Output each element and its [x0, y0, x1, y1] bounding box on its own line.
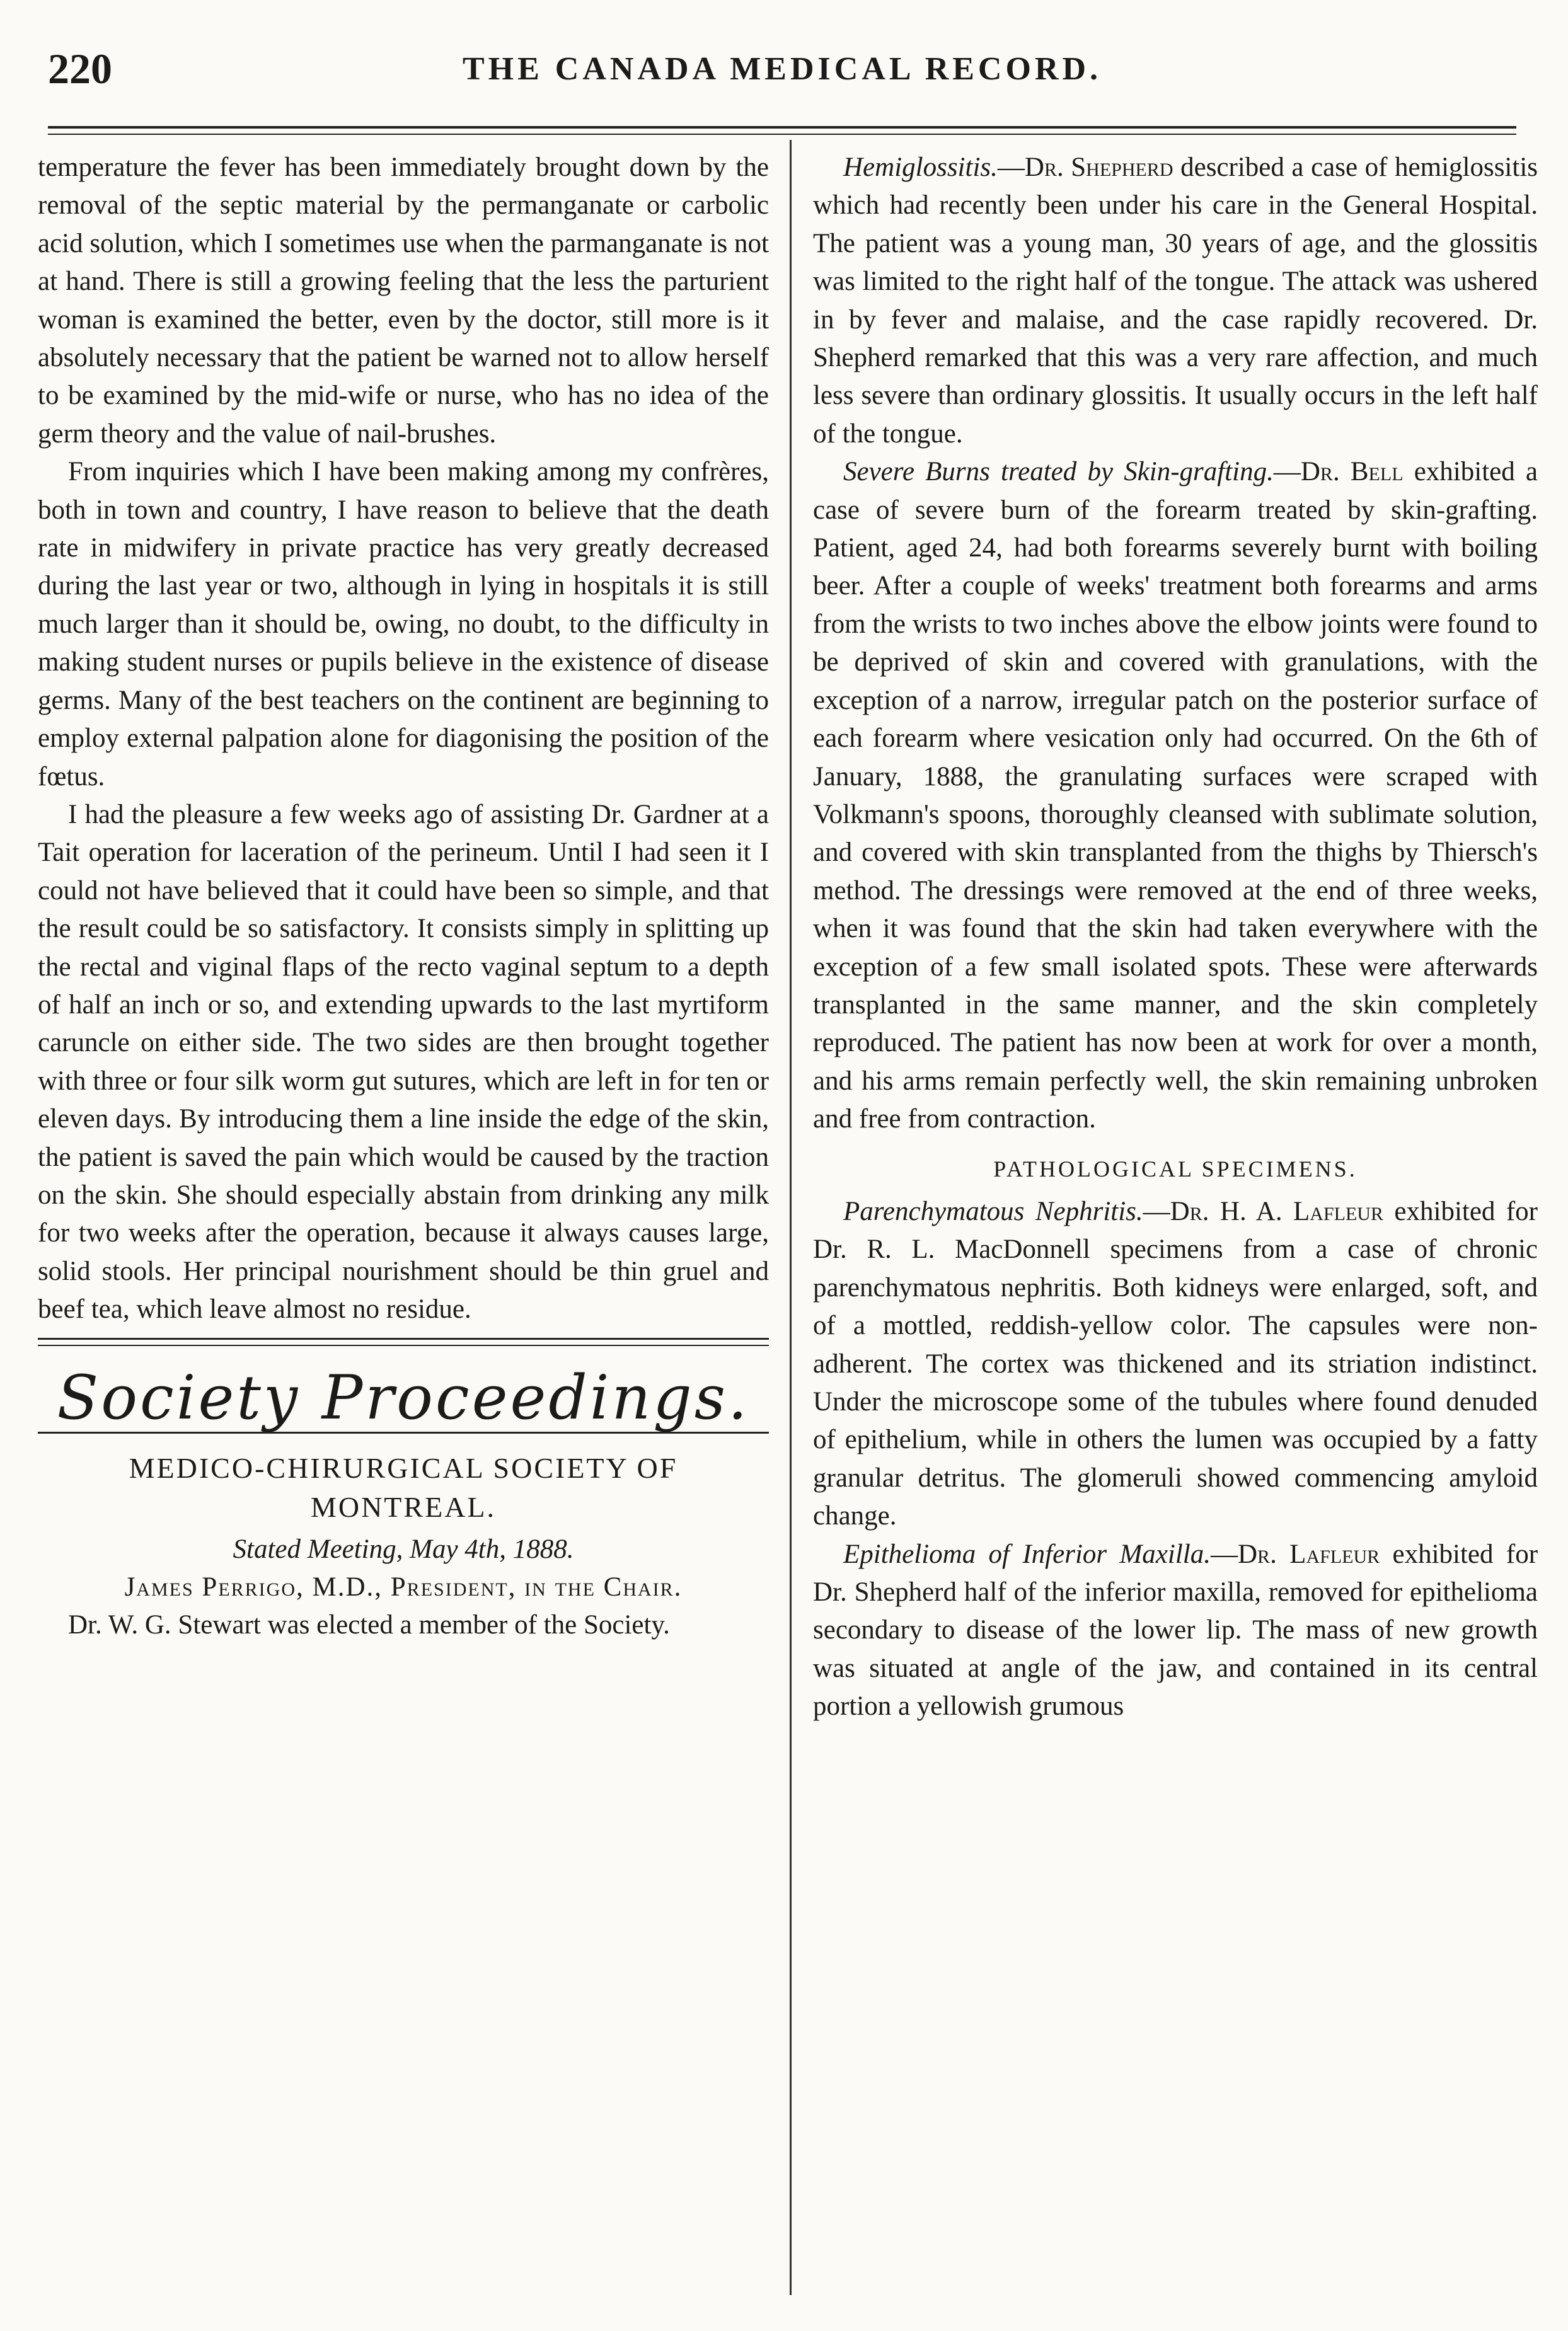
entry-author: —Dr. Shepherd — [997, 153, 1173, 182]
header-rule — [48, 126, 1516, 129]
meeting-date: Stated Meeting, May 4th, 1888. — [233, 1534, 574, 1564]
right-column — [813, 149, 1538, 1726]
paragraph: Dr. W. G. Stewart was elected a member of the Society. — [68, 1610, 670, 1640]
entry-hemiglossitis — [813, 149, 1538, 453]
paragraph: temperature the fever has been immediately brought down by the removal of the septic material by the permanganate or carbolic acid solution, which I sometimes use when the parmanganate is not at hand. There is still a growing feeling that the less the parturient woman is examined the better, even by the doctor, still more is it absolutely necessary that the patient be warned not to allow herself to be examined by the mid-wife or nurse, who has no idea of the germ theory and the value of nail-brushes. — [38, 153, 769, 449]
entry-text: exhibited a case of severe burn of the forearm treated by skin-grafting. Patient, aged 24, had both forearms severely burnt with boiling beer. After a couple of weeks' treatment both forearms and arms from the wrists to two inches above the elbow joints were found to be deprived of skin and covered with granulations, with the exception of a narrow, irregular patch on the posterior surface of each forearm where vesication only had occurred. On the 6th of January, 1888, the granulating surfaces were scraped with Volkmann's spoons, thoroughly cleansed with sublimate solution, and covered with skin transplanted from the thighs by Thiersch's method. The dressings were removed at the end of three weeks, when it was found that the skin had taken everywhere with the exception of a few small isolated spots. These were afterwards transplanted in the same manner, and the skin completely reproduced. The patient has now been at work for over a month, and his arms remain perfectly well, the skin remaining unbroken and free from contraction. — [813, 457, 1538, 1134]
entry-title: Epithelioma of Inferior Maxilla. — [843, 1539, 1211, 1569]
entry-title: Hemiglossitis. — [843, 153, 998, 182]
society-name: MEDICO-CHIRURGICAL SOCIETY OF MONTREAL. — [129, 1452, 678, 1523]
page-number: 220 — [48, 45, 112, 93]
entry-author: —Dr. H. A. Lafleur — [1143, 1196, 1383, 1226]
entry-text: exhibited for Dr. Shepherd half of the inferior maxilla, removed for epithelioma secondary to disease of the lower lip. The mass of new growth was situated at angle of the jaw, and contained in its central portion a yellowish grumous — [813, 1539, 1538, 1722]
section-rule — [38, 1338, 769, 1340]
pathological-heading: PATHOLOGICAL SPECIMENS. — [993, 1156, 1358, 1182]
entry-title: Severe Burns treated by Skin-grafting. — [843, 457, 1274, 487]
section-rule-thin — [38, 1345, 769, 1346]
section-heading: Society Proceedings. — [57, 1362, 750, 1433]
entry-burns — [813, 453, 1538, 1138]
left-column — [38, 149, 769, 1645]
entry-author: —Dr. Bell — [1273, 457, 1404, 487]
entry-epithelioma — [813, 1536, 1538, 1726]
journal-title: THE CANADA MEDICAL RECORD. — [462, 51, 1102, 87]
header-rule-thin — [48, 134, 1516, 135]
entry-nephritis — [813, 1193, 1538, 1536]
column-divider — [790, 140, 792, 2295]
entry-author: —Dr. Lafleur — [1211, 1539, 1380, 1569]
chair-officer: James Perrigo, M.D., President, in the Chair. — [124, 1572, 683, 1603]
entry-text: exhibited for Dr. R. L. MacDonnell specimens from a case of chronic parenchymatous nephritis. Both kidneys were enlarged, soft, and of a mottled, reddish-yellow color. The capsules were non-adherent. The cortex was thickened and its striation indistinct. Under the microscope some of the tubules where found denuded of epithelium, while in others the lumen was occupied by a fatty granular detritus. The glomeruli showed commencing amyloid change. — [813, 1196, 1538, 1531]
paragraph: From inquiries which I have been making among my confrères, both in town and country, I have reason to believe that the death rate in midwifery in private practice has very greatly decreased during the last year or two, although in lying in hospitals it is still much larger than it should be, owing, no doubt, to the difficulty in making student nurses or pupils believe in the existence of disease germs. Many of the best teachers on the continent are beginning to employ external palpation alone for diagonising the position of the fœtus. — [38, 457, 769, 791]
entry-title: Parenchymatous Nephritis. — [843, 1196, 1143, 1226]
paragraph: I had the pleasure a few weeks ago of assisting Dr. Gardner at a Tait operation for laceration of the perineum. Until I had seen it I could not have believed that it could have been so simple, and that the result could be so satisfactory. It consists simply in splitting up the rectal and viginal flaps of the recto vaginal septum to a depth of half an inch or so, and extending upwards to the last myrtiform caruncle on either side. The two sides are then brought together with three or four silk worm gut sutures, which are left in for ten or eleven days. By introducing them a line inside the edge of the skin, the patient is saved the pain which would be caused by the traction on the skin. She should especially abstain from drinking any milk for two weeks after the operation, because it always causes large, solid stools. Her principal nourishment should be thin gruel and beef tea, which leave almost no residue. — [38, 799, 769, 1325]
page-header — [48, 39, 1516, 108]
entry-text: described a case of hemiglossitis which had recently been under his care in the General Hospital. The patient was a young man, 30 years of age, and the glossitis was limited to the right half of the tongue. The attack was ushered in by fever and malaise, and the case rapidly recovered. Dr. Shepherd remarked that this was a very rare affection, and much less severe than ordinary glossitis. It usually occurs in the left half of the tongue. — [813, 153, 1538, 449]
